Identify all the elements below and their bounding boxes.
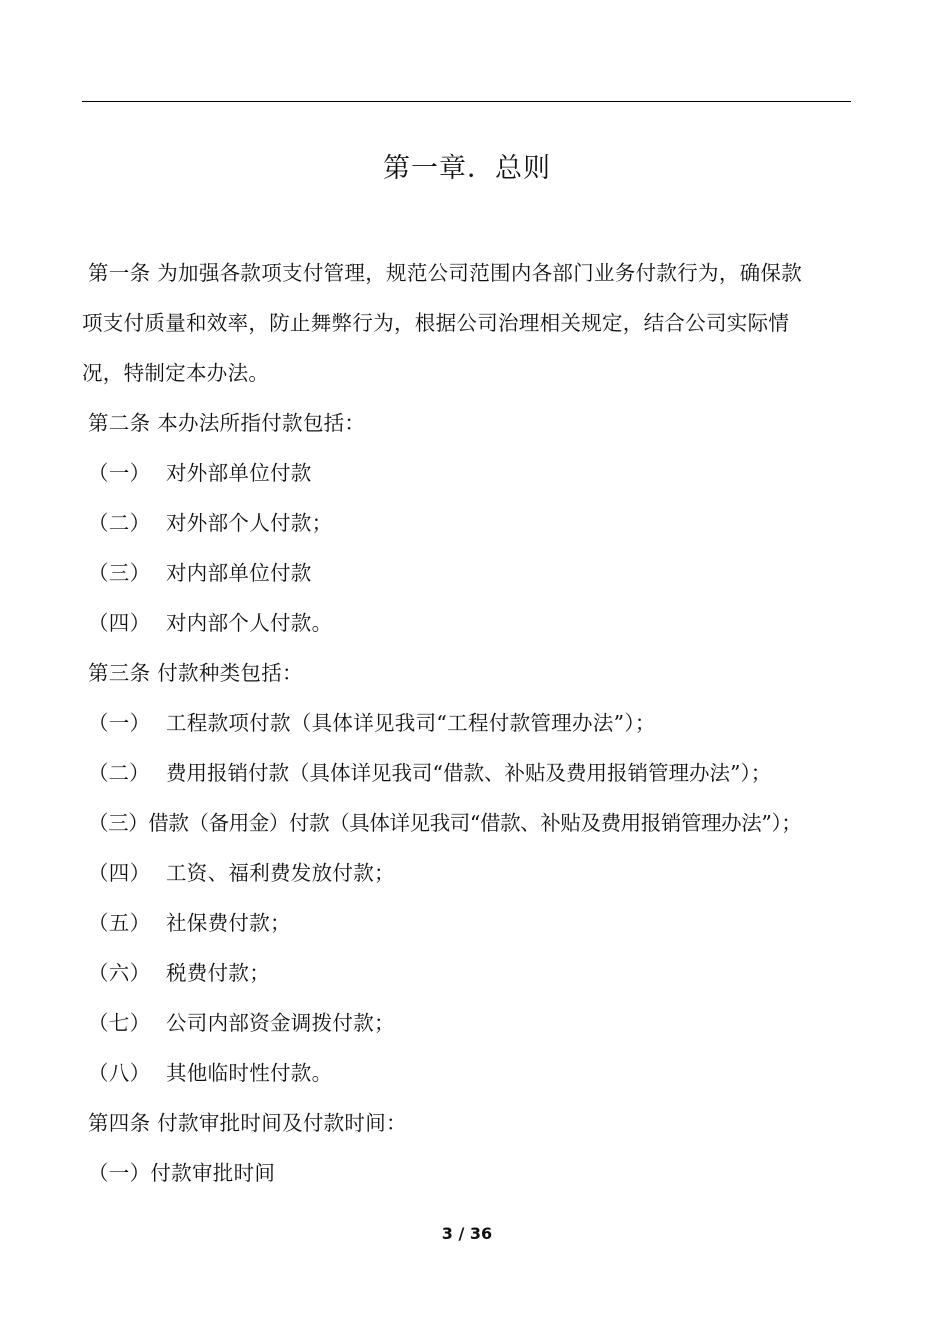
list-marker: （三） <box>88 561 151 585</box>
list-marker: （五） <box>88 911 151 935</box>
article-3-heading: 第三条 付款种类包括： <box>88 661 303 685</box>
list-item: （一）付款审批时间 <box>88 1161 276 1185</box>
list-text: 公司内部资金调拨付款； <box>166 1011 395 1035</box>
article-2-heading: 第二条 本办法所指付款包括： <box>88 411 366 435</box>
list-marker: （二） <box>88 511 151 535</box>
header-rule <box>82 101 851 102</box>
article-1-line-2: 项支付质量和效率，防止舞弊行为，根据公司治理相关规定，结合公司实际情 <box>82 311 790 335</box>
chapter-title: 第一章．总则 <box>383 153 551 184</box>
list-item <box>88 608 332 638</box>
list-text: 工资、福利费发放付款； <box>166 861 395 885</box>
list-marker: （二） <box>88 761 150 785</box>
list-text: 对内部单位付款 <box>166 561 312 585</box>
article-4-heading: 第四条 付款审批时间及付款时间： <box>88 1111 407 1135</box>
list-item <box>88 758 771 788</box>
list-marker: （四） <box>88 611 151 635</box>
list-text: 其他临时性付款。 <box>166 1061 333 1085</box>
list-item <box>88 858 395 888</box>
list-text: 费用报销付款（具体详见我司“借款、补贴及费用报销管理办法”）； <box>166 761 772 785</box>
list-marker: （一） <box>88 711 151 735</box>
list-text: 对外部单位付款 <box>166 461 312 485</box>
list-text: 对外部个人付款； <box>166 511 333 535</box>
list-item <box>88 908 291 938</box>
list-text: 对内部个人付款。 <box>166 611 333 635</box>
list-text: 社保费付款； <box>166 911 291 935</box>
list-text: 税费付款； <box>166 961 270 985</box>
list-item <box>88 958 270 988</box>
list-item <box>88 1008 395 1038</box>
list-item <box>88 458 312 488</box>
list-item <box>88 708 656 738</box>
list-item <box>88 1058 332 1088</box>
list-text: 工程款项付款（具体详见我司“工程付款管理办法”）； <box>166 711 656 735</box>
list-marker: （八） <box>88 1061 151 1085</box>
list-marker: （一） <box>88 461 151 485</box>
page-number: 3 / 36 <box>441 1224 493 1243</box>
list-marker: （七） <box>88 1011 151 1035</box>
list-marker: （六） <box>88 961 151 985</box>
list-item: （三）借款（备用金）付款（具体详见我司“借款、补贴及费用报销管理办法”）； <box>88 811 802 835</box>
list-item <box>88 558 312 588</box>
list-marker: （四） <box>88 861 151 885</box>
list-item <box>88 508 332 538</box>
article-1-line-1: 第一条 为加强各款项支付管理，规范公司范围内各部门业务付款行为，确保款 <box>88 261 803 285</box>
article-1-line-3: 况，特制定本办法。 <box>82 361 270 385</box>
